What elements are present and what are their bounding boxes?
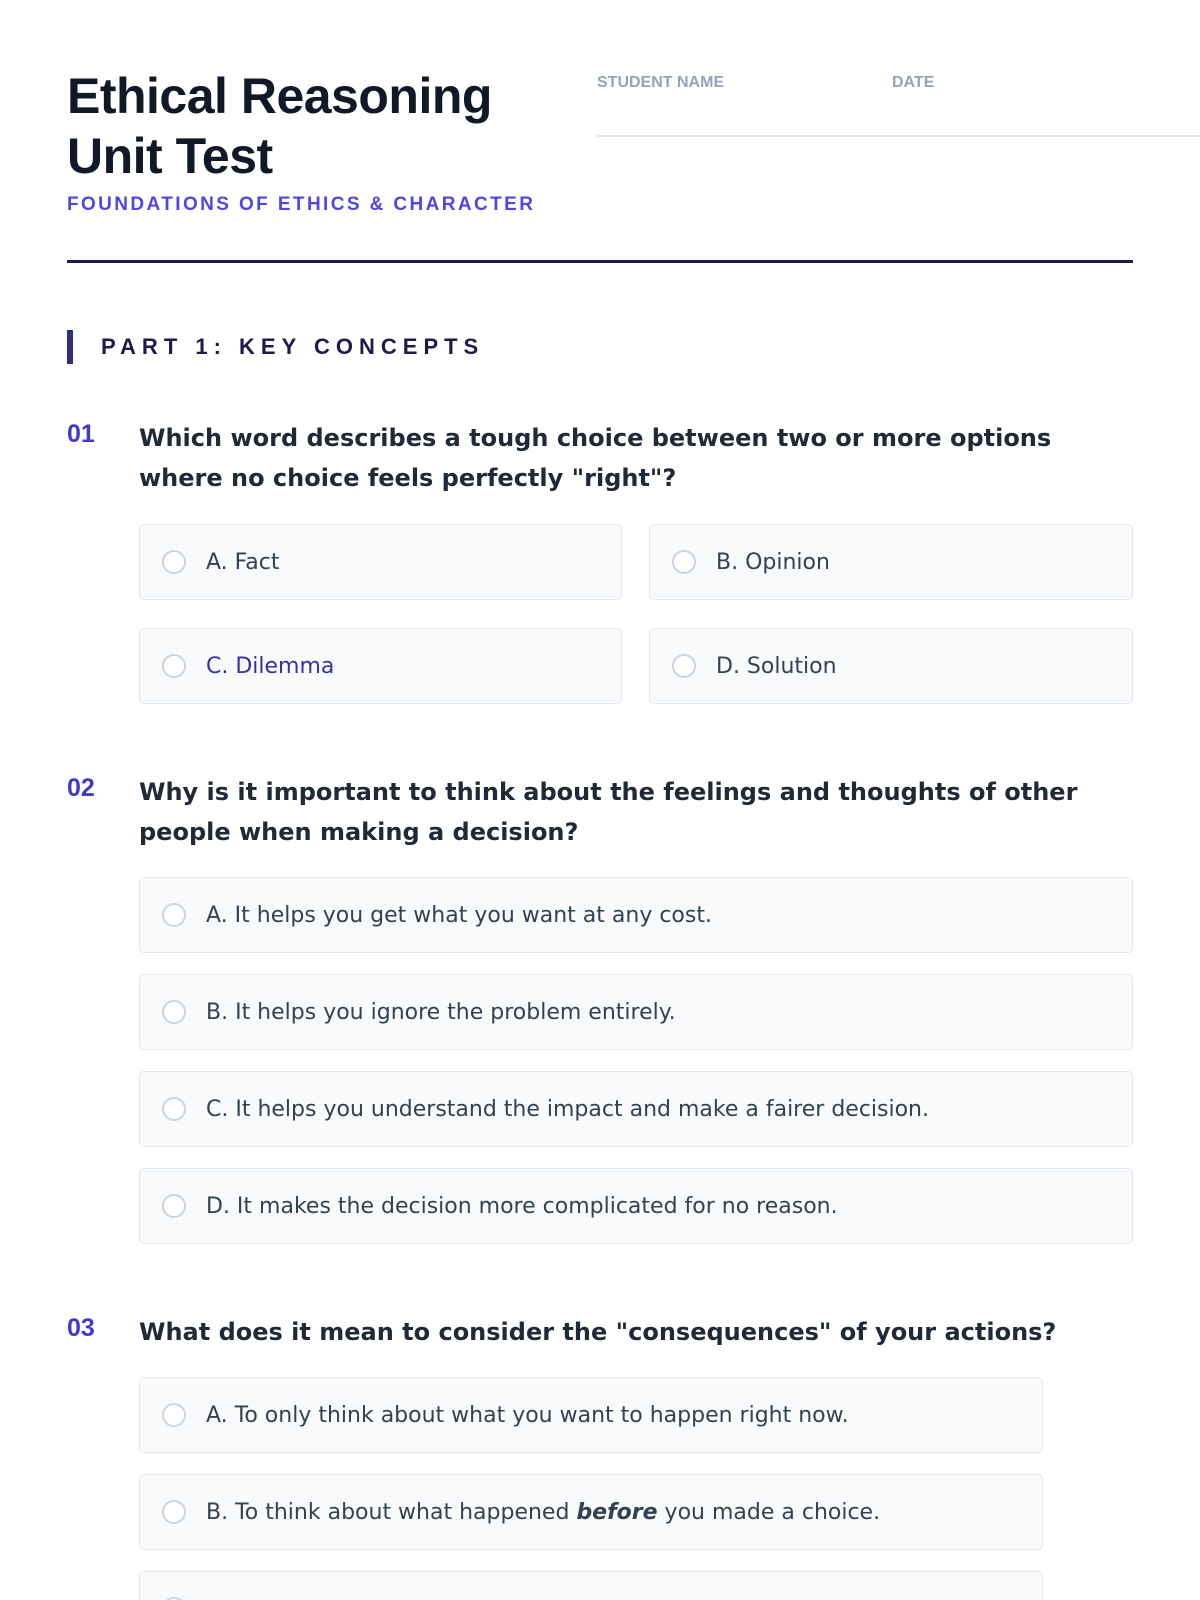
question-3-number: 03 [67, 1314, 95, 1342]
option-label: C. Dilemma [206, 653, 335, 679]
radio-button[interactable] [162, 1194, 186, 1218]
student-info-line[interactable] [597, 135, 1200, 137]
test-header [67, 66, 1133, 266]
option-label: D. It makes the decision more complicated for no reason. [206, 1193, 838, 1219]
question-3-option-c[interactable] [139, 1571, 1043, 1600]
page-subtitle: FOUNDATIONS OF ETHICS & CHARACTER [67, 194, 536, 215]
header-divider [67, 260, 1133, 263]
option-label: A. Fact [206, 549, 280, 575]
question-2-option-a[interactable] [139, 877, 1133, 953]
question-3-text: What does it mean to consider the "consequences" of your actions? [139, 1318, 1057, 1346]
radio-button[interactable] [162, 1097, 186, 1121]
option-label-suffix: you made a choice. [657, 1499, 881, 1525]
question-1-number: 01 [67, 420, 95, 448]
option-label: D. Solution [716, 653, 837, 679]
date-label: DATE [892, 74, 935, 91]
radio-button[interactable] [672, 654, 696, 678]
radio-button[interactable] [162, 654, 186, 678]
question-2-option-d[interactable] [139, 1168, 1133, 1244]
question-3-option-b[interactable] [139, 1474, 1043, 1550]
question-1-text: Which word describes a tough choice between two or more options where no choice feels perfectly "right"? [139, 424, 1052, 492]
question-2-text: Why is it important to think about the feelings and thoughts of other people when making a decision? [139, 778, 1078, 846]
page-title: Ethical Reasoning Unit Test [67, 68, 492, 184]
question-2-option-c[interactable] [139, 1071, 1133, 1147]
radio-button[interactable] [162, 903, 186, 927]
radio-button[interactable] [162, 1000, 186, 1024]
radio-button[interactable] [672, 550, 696, 574]
student-name-label: STUDENT NAME [597, 74, 725, 91]
question-2-number: 02 [67, 774, 95, 802]
question-1-option-d[interactable] [649, 628, 1133, 704]
question-1-option-b[interactable] [649, 524, 1133, 600]
part-accent-bar [67, 330, 73, 364]
question-1-option-a[interactable] [139, 524, 622, 600]
part-title: PART 1: KEY CONCEPTS [101, 334, 485, 359]
radio-button[interactable] [162, 550, 186, 574]
option-label: B. It helps you ignore the problem entirely. [206, 999, 676, 1025]
radio-button[interactable] [162, 1500, 186, 1524]
option-label [206, 1500, 880, 1525]
question-1-option-c[interactable] [139, 628, 622, 704]
question-3-option-a[interactable] [139, 1377, 1043, 1453]
option-label-prefix: B. To think about what happened [206, 1499, 577, 1525]
option-label: A. To only think about what you want to happen right now. [206, 1402, 849, 1428]
part-heading [67, 330, 484, 364]
question-2-option-b[interactable] [139, 974, 1133, 1050]
option-label: A. It helps you get what you want at any cost. [206, 902, 712, 928]
option-label: B. Opinion [716, 549, 830, 575]
option-label-emphasis: before [576, 1499, 658, 1525]
option-label: C. It helps you understand the impact and make a fairer decision. [206, 1096, 929, 1122]
radio-button[interactable] [162, 1403, 186, 1427]
